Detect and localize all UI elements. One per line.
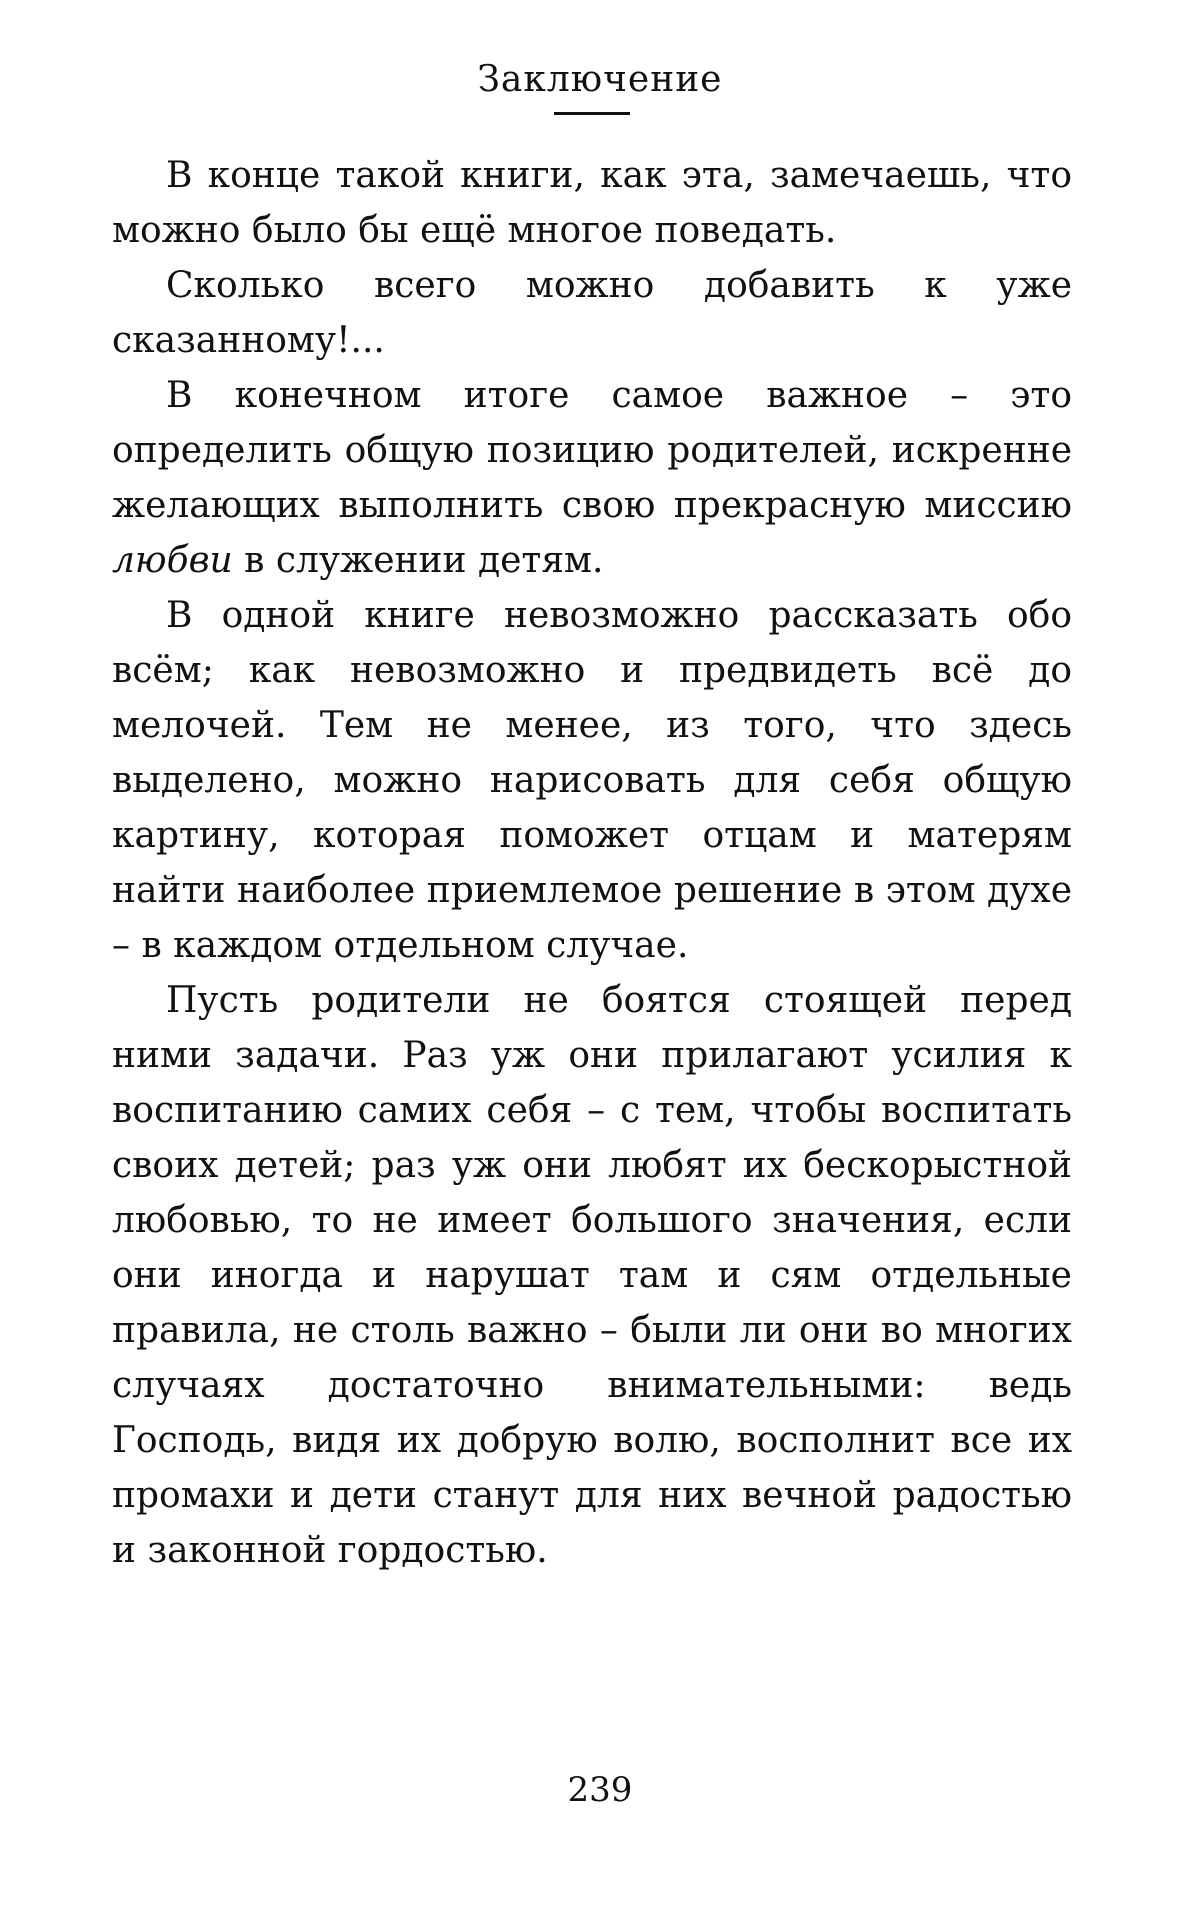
paragraph-3 xyxy=(112,368,1072,588)
paragraph-text: В конце такой книги, как эта, замечаешь, что можно было бы ещё многое поведать. xyxy=(112,155,1072,251)
paragraph-text: Сколько всего можно добавить к уже сказанному!... xyxy=(112,265,1072,361)
running-head-rule xyxy=(554,112,630,115)
body-text xyxy=(112,148,1072,1578)
paragraph-1 xyxy=(112,148,1072,258)
paragraph-4 xyxy=(112,588,1072,973)
paragraph-5 xyxy=(112,973,1072,1578)
italic-emphasis: любви xyxy=(112,540,233,581)
paragraph-text: В конечном итоге самое важное – это определить общую позицию родителей, искренне желающих выполнить свою прекрасную миссию xyxy=(112,375,1072,526)
running-head: Заключение xyxy=(477,59,723,100)
paragraph-2 xyxy=(112,258,1072,368)
page-number: 239 xyxy=(567,1770,633,1810)
paragraph-text: В одной книге невозможно рассказать обо всём; как невозможно и предвидеть всё до мелочей. Тем не менее, из того, что здесь выделено, можно нарисовать для себя общую картину, которая поможет отцам и матерям найти наиболее приемлемое решение в этом духе – в каждом отдельном случае. xyxy=(112,595,1072,966)
paragraph-text: в служении детям. xyxy=(232,540,604,581)
paragraph-text: Пусть родители не боятся стоящей перед ними задачи. Раз уж они прилагают усилия к воспитанию самих себя – с тем, чтобы воспитать своих детей; раз уж они любят их бескорыстной любовью, то не имеет большого значения, если они иногда и нарушат там и сям отдельные правила, не столь важно – были ли они во многих случаях достаточно внимательными: ведь Господь, видя их добрую волю, восполнит все их промахи и дети станут для них вечной радостью и законной гордостью. xyxy=(112,980,1072,1571)
